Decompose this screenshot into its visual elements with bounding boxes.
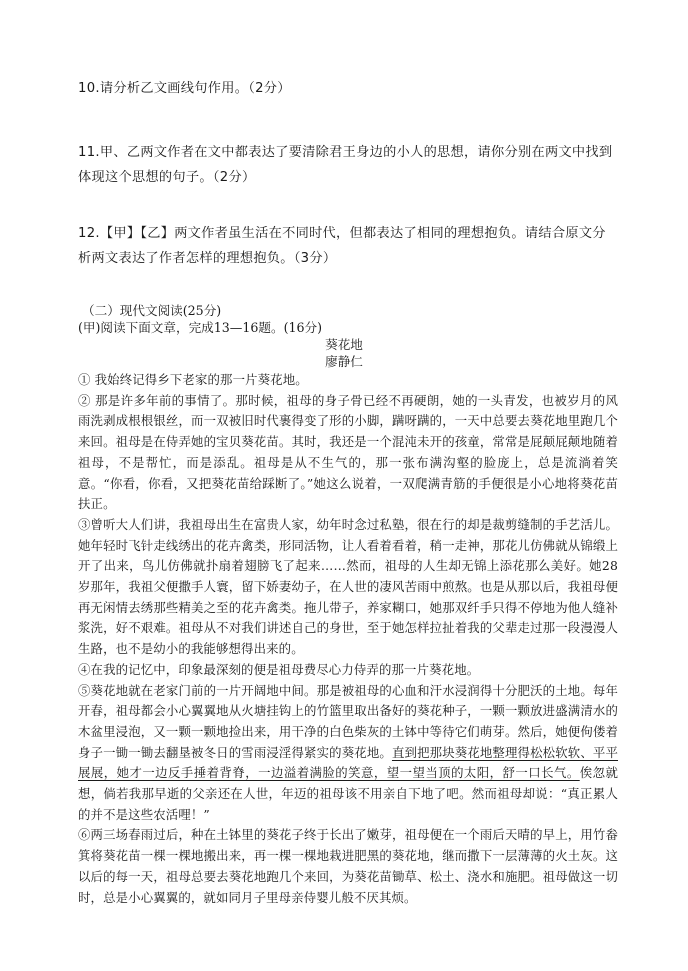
section-instruction: (甲)阅读下面文章，完成13—16题。(16分) — [78, 320, 323, 335]
paragraph-2: ② 那是许多年前的事情了。那时候，祖母的身子骨已经不再硬朗，她的一头青发，也被岁月的风雨洗剥成根根银丝，而一双被旧时代裹得变了形的小脚，蹒呀蹒的，一天中总要去葵花地里跑几个来回。祖母是在侍弄她的宝贝葵花苗。其时，我还是一个混沌未开的孩童，常常是屁颠屁颠地随着祖母，不是帮忙，而是添乱。祖母是从不生气的，那一张布满沟壑的脸庞上，总是流淌着笑意。“你看，你看，又把葵花苗给踩断了。”她这么说着，一双爬满青筋的手便很是小心地将葵花苗扶正。 — [78, 392, 618, 512]
question-10: 10.请分析乙文画线句作用。（2分） — [78, 81, 291, 96]
paragraph-3: ③曾听大人们讲，我祖母出生在富贵人家，幼年时念过私塾，很在行的却是裁剪缝制的手艺活儿。她年轻时飞针走线绣出的花卉禽类，形同活物，让人看着看着，稍一走神，那花儿仿佛就从锦缎上开了出来，鸟儿仿佛就扑扇着翅膀飞了起来……然而，祖母的人生却无锦上添花那么美好。她28岁那年，我祖父便撒手人寰，留下娇妻幼子，在人世的凄风苦雨中煎熬。也是从那以后，我祖母便再无闲情去绣那些精美之至的花卉禽类。拖儿带子，养家糊口，她那双纤手只得不停地为他人缝补浆洗，好不艰难。祖母从不对我们讲述自己的身世，至于她怎样拉扯着我的父辈走过那一段漫漫人生路，也不是幼小的我能够想得出来的。 — [78, 516, 618, 657]
question-11: 11.甲、乙两文作者在文中都表达了要清除君王身边的小人的思想，请你分别在两文中找到体现这个思想的句子。（2分） — [78, 145, 613, 185]
paragraph-6: ⑥两三场春雨过后，种在土钵里的葵花子终于长出了嫩芽，祖母便在一个雨后天晴的早上，用竹畚箕将葵花苗一棵一棵地搬出来，再一棵一棵地栽进肥黑的葵花地，继而撒下一层薄薄的火土灰。这以后的每一天，祖母总要去葵花地跑几个来回，为葵花苗锄草、松土、浇水和施肥。祖母做这一切时，总是小心翼翼的，就如同月子里母亲侍婴儿般不厌其烦。 — [78, 827, 618, 905]
article-body — [78, 370, 618, 908]
article-author: 廖静仁 — [325, 354, 363, 369]
paragraph-5 — [78, 681, 618, 826]
underlined-sentence: 直到把那块葵花地整理得松松软软、平平展展，她才一边反手捶着背脊，一边溢着满脸的笑意，望一望当顶的太阳，舒一口长气。 — [78, 744, 619, 781]
paragraph-5-text-a: ⑤葵花地就在老家门前的一片开阔地中间。那是被祖母的心血和汗水浸润得十分肥沃的土地。每年开春，祖母都会小心翼翼地从火塘挂钩上的竹篮里取出备好的葵花种子，一颗一颗放进盛满清水的木盆里浸泡，又一颗一颗地捡出来，用干净的白色柴灰的土钵中等待它们萌芽。然后，她便佝偻着身子一锄一锄去翻垦被冬日的雪雨浸淫得紧实的葵花地。 — [78, 682, 618, 760]
paragraph-1: ① 我始终记得乡下老家的那一片葵花地。 — [78, 372, 308, 387]
article-title: 葵花地 — [325, 337, 363, 352]
section-heading: （二）现代文阅读(25分) — [82, 303, 222, 318]
paragraph-4: ④在我的记忆中，印象最深刻的便是祖母费尽心力侍弄的那一片葵花地。 — [78, 661, 480, 677]
question-12: 12.【甲】【乙】两文作者虽生活在不同时代，但都表达了相同的理想抱负。请结合原文分析两文表达了作者怎样的理想抱负。（3分） — [78, 226, 606, 266]
paragraph-5-text-b: 俟忽就想，倘若我那早逝的父亲还在人世，年迈的祖母该不用亲自下地了吧。然而祖母却说：“真正累人的并不是这些农活哩！” — [78, 765, 618, 822]
